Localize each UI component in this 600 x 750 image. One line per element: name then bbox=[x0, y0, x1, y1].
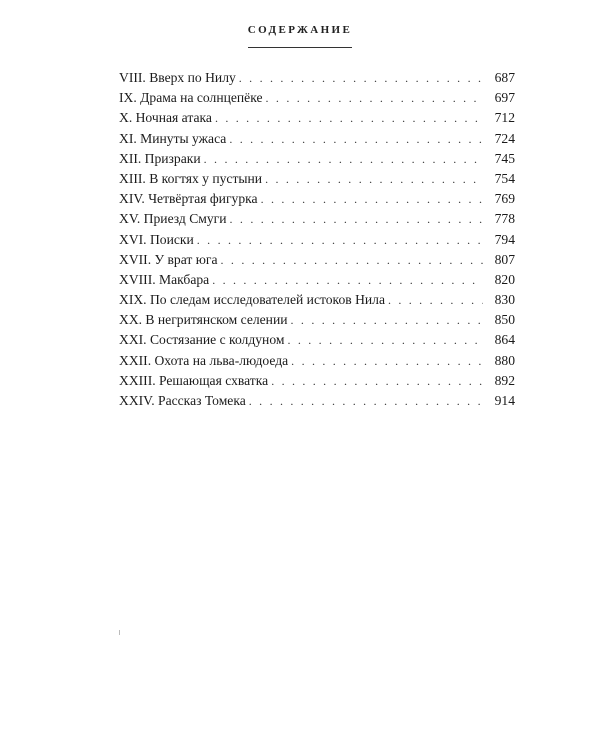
entry-title: XII. Призраки bbox=[119, 150, 201, 166]
dot-leader bbox=[291, 310, 483, 330]
dot-leader bbox=[271, 371, 483, 391]
entry-title: IX. Драма на солнцепёке bbox=[119, 90, 263, 106]
entry-page-number: 850 bbox=[494, 312, 515, 328]
entry-page-number: 754 bbox=[494, 170, 515, 186]
entry-page-number: 807 bbox=[494, 251, 515, 267]
dot-leader bbox=[266, 88, 483, 108]
entry-page-number: 745 bbox=[494, 150, 515, 166]
dot-leader bbox=[230, 209, 483, 229]
toc-entry bbox=[119, 129, 515, 149]
entry-page-number: 687 bbox=[494, 70, 515, 85]
dot-leader bbox=[239, 68, 483, 88]
dot-leader bbox=[265, 169, 483, 189]
dot-leader bbox=[261, 189, 483, 209]
table-of-contents bbox=[119, 68, 515, 411]
toc-entry bbox=[119, 68, 515, 88]
entry-page-number: 892 bbox=[494, 372, 515, 388]
toc-entry bbox=[119, 391, 515, 411]
toc-entry bbox=[119, 371, 515, 391]
toc-entry bbox=[119, 310, 515, 330]
toc-entry bbox=[119, 108, 515, 128]
dot-leader bbox=[215, 108, 483, 128]
page-title: СОДЕРЖАНИЕ bbox=[247, 24, 353, 36]
entry-title: XXIV. Рассказ Томека bbox=[119, 393, 246, 408]
entry-page-number: 864 bbox=[494, 332, 515, 348]
toc-entry bbox=[119, 189, 515, 209]
toc-entry bbox=[119, 330, 515, 350]
toc-entry bbox=[119, 88, 515, 108]
entry-title: XXIII. Решающая схватка bbox=[119, 372, 269, 388]
entry-title: XVIII. Макбара bbox=[119, 271, 210, 287]
entry-page-number: 697 bbox=[494, 90, 515, 106]
dot-leader bbox=[197, 230, 483, 250]
dot-leader bbox=[249, 391, 483, 411]
dot-leader bbox=[221, 250, 483, 270]
entry-title: XV. Приезд Смуги bbox=[119, 211, 227, 227]
entry-title: XXI. Состязание с колдуном bbox=[119, 332, 285, 348]
dot-leader bbox=[229, 129, 483, 149]
toc-entry bbox=[119, 290, 515, 310]
entry-title: XIII. В когтях у пустыни bbox=[119, 170, 263, 186]
entry-title: XI. Минуты ужаса bbox=[119, 130, 227, 146]
dot-leader bbox=[212, 270, 483, 290]
entry-title: XIX. По следам исследователей истоков Нила bbox=[119, 292, 385, 308]
entry-page-number: 769 bbox=[494, 191, 515, 207]
title-underline bbox=[248, 47, 352, 48]
entry-page-number: 712 bbox=[494, 110, 515, 126]
dot-leader bbox=[204, 149, 483, 169]
entry-title: XIV. Четвёртая фигурка bbox=[119, 191, 258, 207]
toc-entry bbox=[119, 149, 515, 169]
dot-leader bbox=[388, 290, 483, 310]
entry-page-number: 880 bbox=[494, 352, 515, 368]
entry-title: XX. В негритянском селении bbox=[119, 312, 288, 328]
entry-title: XVII. У врат юга bbox=[119, 251, 218, 267]
scan-mark bbox=[119, 630, 120, 635]
toc-entry bbox=[119, 209, 515, 229]
entry-page-number: 914 bbox=[494, 393, 515, 408]
toc-entry bbox=[119, 230, 515, 250]
entry-page-number: 724 bbox=[494, 130, 515, 146]
entry-title: VIII. Вверх по Нилу bbox=[119, 70, 236, 85]
entry-page-number: 830 bbox=[494, 292, 515, 308]
toc-entry bbox=[119, 250, 515, 270]
entry-title: XXII. Охота на льва-людоеда bbox=[119, 352, 289, 368]
entry-page-number: 778 bbox=[494, 211, 515, 227]
toc-entry bbox=[119, 351, 515, 371]
dot-leader bbox=[287, 330, 483, 350]
entry-page-number: 820 bbox=[494, 271, 515, 287]
toc-entry bbox=[119, 169, 515, 189]
entry-title: X. Ночная атака bbox=[119, 110, 212, 126]
entry-page-number: 794 bbox=[494, 231, 515, 247]
entry-title: XVI. Поиски bbox=[119, 231, 194, 247]
toc-entry bbox=[119, 270, 515, 290]
dot-leader bbox=[291, 351, 483, 371]
